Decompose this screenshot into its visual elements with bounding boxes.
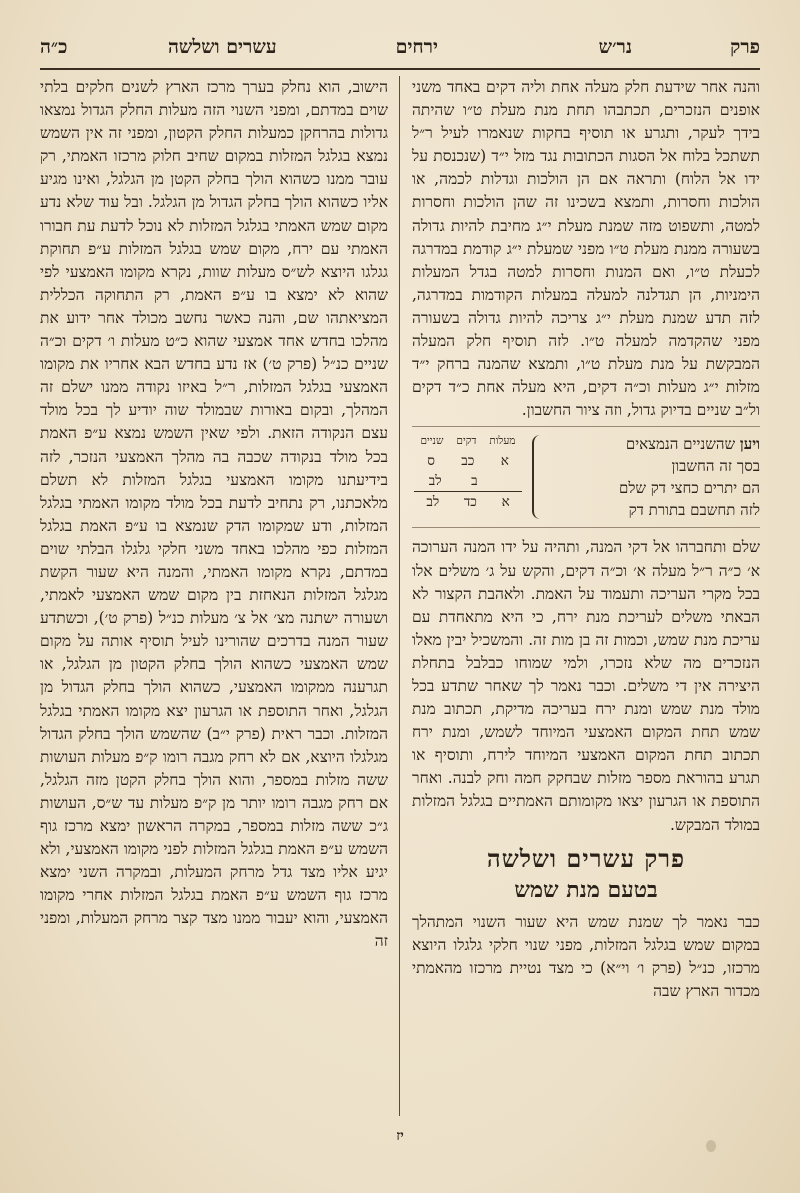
- right-paragraph-2: שלם ותחברהו אל דקי המנה, ותהיה על ידו המנה הערוכה א׳ כ״ה ר״ל מעלה א׳ וכ״ה דקים, והקש על ג׳ משלים אלו בכל מקרי העריכה ותעמוד על האמת. ולאהבת הקצור לא הבאתי משלים לעריכת מנת ירח, כי היא מתאחדת עם עריכת מנת שמש, וכמות זה בן מות זה. והמשכיל יבין מאלו הנזכרים מה שלא נזכרו, ולמי שמוחו כבלבל בתחלת היצירה אין די משלים. וכבר נאמר לך שאחר שתדע בכל מולד מנת שמש ומנת ירח בעריכה מדיקת, תכתוב מנת שמש תחת המקום האמצעי המיוחד לשמש, ומנת ירח תכתוב תחת המקום האמצעי המיוחד לירח, ותוסיף או תגרע בהוראת מספר מזלות שבחקק חמה וחק לבנה. ואחר התוספת או הגרעון יצאו מקומותם האמתיים בגלגל המזלות במולד המבקש.: [412, 538, 760, 834]
- header-section: ירחים: [395, 36, 438, 58]
- table-lead: ויען: [739, 435, 760, 454]
- head-seconds: שניים: [420, 435, 444, 448]
- head-degrees: מעלות: [489, 435, 516, 448]
- row1-seconds: ס: [427, 453, 435, 470]
- table-row: [414, 451, 522, 471]
- paper-stain: [706, 1140, 716, 1152]
- signature-mark: יז: [396, 1128, 404, 1144]
- chapter-subtitle: בטעם מנת שמש: [514, 876, 658, 903]
- table-text-line-3: הם יתרים כחצי דק שלם: [618, 479, 760, 498]
- table-numbers: [414, 431, 522, 512]
- row3-degrees: א: [501, 494, 510, 511]
- table-row: [414, 492, 522, 512]
- row2-minutes: ב: [471, 473, 478, 490]
- calculation-table: [412, 426, 760, 528]
- header-page-label-left: כ״ה: [40, 36, 68, 58]
- row2-seconds: לב: [428, 473, 442, 490]
- header-title-right: נר׳ש: [598, 36, 632, 58]
- table-text-line-4: לזה תחשבם בתורת דק: [628, 501, 760, 520]
- column-divider: [399, 76, 400, 1116]
- right-column: [412, 76, 760, 1116]
- table-text-line-1: שהשניים הנמצאים: [625, 435, 736, 454]
- right-paragraph-3: כבר נאמר לך שמנת שמש היא שעור השנוי המתהלך במקום שמש בגלגל המזלות, מפני שנוי חלקי גלגלו היוצא מרכזו, כנ״ל (פרק ו׳ וי״א) כי מצד נטיית מרכזו מהאמתי מכדור הארץ שבה: [412, 912, 760, 1000]
- right-paragraph-1: והנה אחר שידעת חלק מעלה אחת וליה דקים באחד משני אופנים הנזכרים, תכתבהו תחת מנת מעלת ט״ו שהיתה בידך לעקר, ותגרע או תוסיף בחקות שנאמרו לעיל ר״ל תשתכל בלוח אל הסגות הכתובות נגד מזל י״ד (שנכנסת על ידו אל הלוח) ותראה אם הן הולכות וגדלות לכמה, או הולכות וחסרות, ותמצא בשכינו זה שהן הולכות וחסרות למטה, ותשפוט מזה שמנת מעלת י״ג מחיבת להיות גדולה בשעורה ממנת מעלת ט״ו מפני שמעלת י״ג קודמת במדרגה לכעלת ט״ו, ואם המנות וחסרות למטה בגדל המעלות הימניות, הן תגדלנה למעלה במעלות הקודמות במדרגה, לזה תדע שמנת מעלת י״ג צריכה להיות גדולה בשעורה מפני שהקדמה למעלה ט״ו. לזה תוסיף חלק המעלה המבקשת על מנת מעלת ט״ו, ותמצא שהמנה ברחק י״ד מזלות י״ג מעלות וכ״ה דקים, היא מעלה אחת כ״ד דקים ול״ב שניים בדיוק גדול, וזה ציור החשבון.: [412, 78, 760, 420]
- left-paragraph-1: הישוב, הוא נחלק בערך מרכז הארץ לשנים חלקים בלתי שוים במדתם, ומפני השנוי הזה מעלות החלק הגדול נמצאו גדולות בהרחקן כמעלות החלק הקטון, ומפני זה אין השמש נמצא בגלגל המזלות במקום שחיב חלוק מרכזו האמתי, רק עובר ממנו כשהוא הולך בחלק הקטן מן הגלגל, ואינו מגיע אליו כשהוא הולך בחלק הגדול מן הגלגל. ובל עוד שלא נדע מקום שמש האמתי בגלגל המזלות לא נוכל לדעת עת חבורו האמתי עם ירח, מקום שמש בגלגל המזלות ע״פ תחוקת גגלגו היוצא לש״ס מעלות שוות, נקרא מקומו האמצעי לפי שהוא לא ימצא בו ע״פ האמת, רק התחוקה הכללית המציאתהו שם, והנה כאשר נחשב מכולד אחר ידוע את מהלכו בחדש אחד אמצעי שהוא כ״ט מעלות ו׳ דקים וכ״ה שניים כנ״ל (פרק ט׳) אז נדע בחדש הבא אחריו את מקומו האמצעי בגלגל המזלות, ר״ל באיזו נקודה ממנו ישלם זה המהלך, ובקום באורות שבמולד שוה יודיע לך בכל מולד עצם הנקודה הזאת. ולפי שאין השמש נמצא ע״פ האמת בכל מולד בנקודה שכבה בה מהלך האמצעי הנזכר, לזה בידיעתנו מקומו האמצעי בגלגל המזלות לא תשלם מלאכתנו, רק נתחיב לדעת בכל מולד מקומו האמתי בגלגל המזלות, ודע שמקומו הדק שנמצא בו ע״פ האמת בגלגל המזלות כפי מהלכו באחד משני חלקי גלגלו הבלתי שוים במדתם, נקרא מקומו האמתי, והמנה היא שעור הקשת מגלגל המזלות הנאחזת בין מקום שמש האמצעי לאמתי, ושעורה ישתנה מצ׳ אל צ׳ מעלות כנ״ל (פרק ט׳), וכשתדע שעור המנה בדרכים שהורינו לעיל תוסיף אותה על מקום שמש האמצעי כשהוא הולך בחלק הקטון מן הגלגל, או תגרענה ממקומו האמצעי, כשהוא הולך בחלק הגדול מן הגלגל, ואחר התוספת או הגרעון יצא מקומו האמתי בגלגל המזלות. וכבר ראית (פרק י״ב) שהשמש הולך בחלק הגדול מגלגלו היוצא, אם לא רחק מגבה רומו ק״פ מעלות העושות ששה מזלות במספר, והוא הולך בחלק הקטן מזה הגלגל, אם רחק מגבה רומו יותר מן ק״פ מעלות עד ש״ס, העושות ג״כ ששה מזלות במספר, במקרה הראשון ימצא מרכז גוף השמש ע״פ האמת בגלגל המזלות לפני מקומו האמצעי, ולא יגיע אליו מצד גדל מרחק המעלות, ובמקרה השני ימצא מרכז גוף השמש ע״פ האמת בגלגל המזלות אחרי מקומו האמצעי, והוא יעבור ממנו מצד קצר מרחק המעלות, ומפני זה: [40, 78, 388, 951]
- table-text-line-2: בסך זה החשבון: [671, 457, 760, 476]
- row3-seconds: לב: [426, 494, 440, 511]
- row3-minutes: כד: [463, 494, 477, 511]
- row1-degrees: א: [500, 453, 509, 470]
- running-header: [40, 30, 760, 70]
- head-minutes: דקים: [456, 435, 477, 448]
- left-column: [40, 76, 388, 1116]
- table-brace: [532, 435, 542, 519]
- table-row: [414, 471, 522, 492]
- row1-minutes: כב: [461, 453, 475, 470]
- header-page-label-right: פרק: [730, 36, 760, 58]
- header-title-left: עשרים ושלשה: [168, 36, 277, 58]
- chapter-title: פרק עשרים ושלשה: [486, 843, 686, 873]
- table-text: [546, 433, 760, 521]
- table-header-row: [414, 431, 522, 451]
